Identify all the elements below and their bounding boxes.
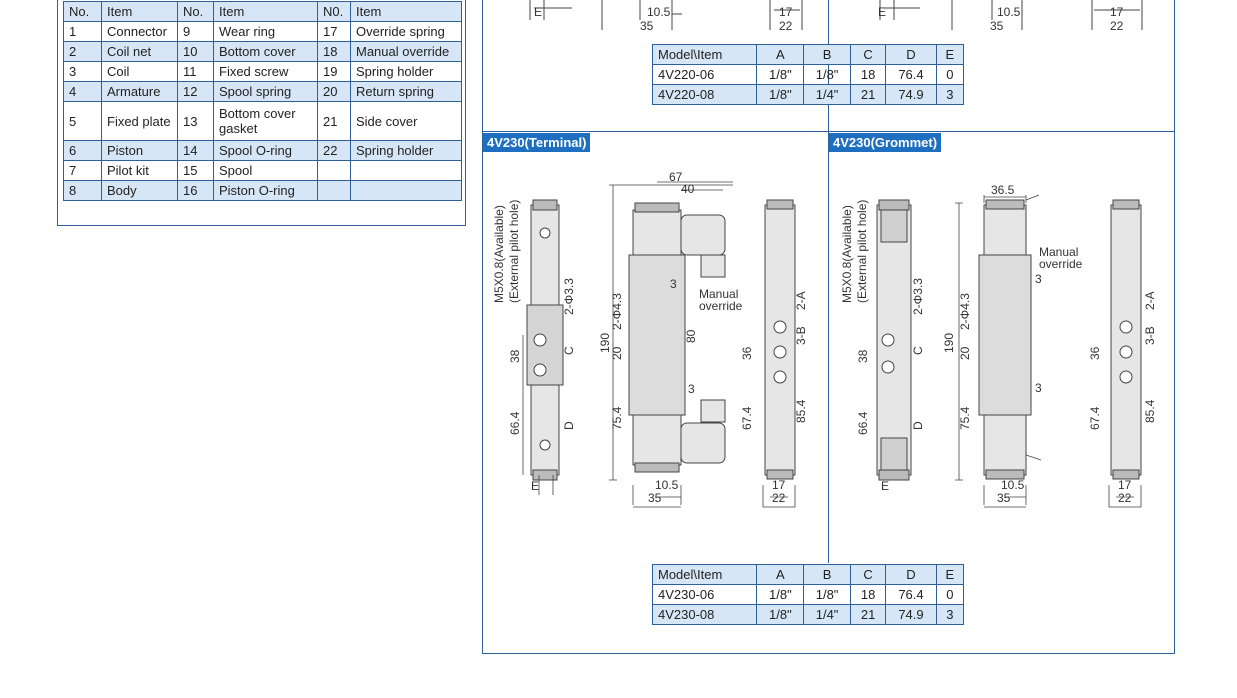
cell: 9 (178, 22, 214, 42)
cell: 15 (178, 161, 214, 181)
cell: 14 (178, 141, 214, 161)
grom-dim-664: 66.4 (856, 411, 870, 435)
parts-table (63, 1, 462, 201)
spec-h: D (886, 565, 936, 585)
term-dim-38: 38 (508, 349, 522, 363)
term-dim-67: 67 (669, 170, 683, 184)
cell: Manual override (351, 42, 462, 62)
header-item-3: Item (351, 2, 462, 22)
cell: 1/4" (804, 85, 851, 105)
term-dim-754: 75.4 (610, 406, 624, 430)
grom-dim-d: D (911, 421, 925, 430)
cell: Pilot kit (102, 161, 178, 181)
header-item-2: Item (214, 2, 318, 22)
cell: 19 (318, 62, 351, 82)
grom-manual-label: Manual (1039, 245, 1079, 259)
cell: 21 (850, 605, 885, 625)
spec-h: E (936, 565, 963, 585)
grom-dim-854: 85.4 (1143, 399, 1157, 423)
term-port-3b: 3-B (794, 326, 808, 345)
grom-mount-label: 2-Φ4.3 (958, 293, 972, 330)
cell: 12 (178, 82, 214, 102)
grom-dim-105: 10.5 (1001, 478, 1025, 492)
spec-row (653, 585, 964, 605)
header-item-1: Item (102, 2, 178, 22)
spec-h: B (804, 45, 851, 65)
cell (318, 181, 351, 201)
dim-105-left: 10.5 (647, 5, 671, 19)
spec-header (653, 565, 964, 585)
grom-pilot-label-2: (External pilot hole) (855, 199, 869, 303)
spec-h: D (886, 45, 936, 65)
term-dim-17: 17 (772, 478, 786, 492)
term-dim-36: 36 (740, 346, 754, 360)
cell: Spool (214, 161, 318, 181)
cell: 3 (936, 605, 963, 625)
term-dim-c: C (562, 346, 576, 355)
spec-table-4v220 (652, 44, 964, 105)
grom-dim-35: 35 (997, 491, 1011, 505)
term-hole-label: 2-Φ3.3 (562, 278, 576, 315)
cell: 1/8" (757, 605, 804, 625)
cell: 3 (936, 85, 963, 105)
grom-dim-36: 36 (1088, 346, 1102, 360)
cell: Wear ring (214, 22, 318, 42)
cell: Fixed screw (214, 62, 318, 82)
drawing-4v230-grommet (829, 155, 1174, 515)
cell (351, 161, 462, 181)
cell: 4V220-06 (653, 65, 757, 85)
cell: Return spring (351, 82, 462, 102)
cell: Spring holder (351, 141, 462, 161)
spec-table-4v230 (652, 564, 964, 625)
cell: Side cover (351, 102, 462, 141)
cell (351, 181, 462, 201)
parts-row (64, 22, 462, 42)
grom-hole-label: 2-Φ3.3 (911, 278, 925, 315)
parts-row (64, 62, 462, 82)
term-dim-664: 66.4 (508, 411, 522, 435)
cell: 74.9 (886, 85, 936, 105)
header-no-2: No. (178, 2, 214, 22)
cell: 1/4" (804, 605, 851, 625)
term-dim-80: 80 (684, 329, 698, 343)
spec-row (653, 85, 964, 105)
cell: Bottom cover gasket (214, 102, 318, 141)
cell: 4V220-08 (653, 85, 757, 105)
cell: Fixed plate (102, 102, 178, 141)
cell: 10 (178, 42, 214, 62)
cell: 13 (178, 102, 214, 141)
cell: 5 (64, 102, 102, 141)
cell: Armature (102, 82, 178, 102)
parts-row (64, 82, 462, 102)
cell: Spool O-ring (214, 141, 318, 161)
spec-h: C (850, 45, 885, 65)
cell: Piston O-ring (214, 181, 318, 201)
grom-dim-22: 22 (1118, 491, 1132, 505)
grom-dim-20: 20 (958, 346, 972, 360)
dim-105-right: 10.5 (997, 5, 1021, 19)
grom-dim-c: C (911, 346, 925, 355)
spec-header (653, 45, 964, 65)
tag-4v230-terminal: 4V230(Terminal) (483, 133, 590, 152)
cell: 22 (318, 141, 351, 161)
dim-35-right: 35 (990, 19, 1004, 33)
cell: 1/8" (757, 585, 804, 605)
tag-4v230-grommet: 4V230(Grommet) (829, 133, 941, 152)
spec-h: Model\Item (653, 565, 757, 585)
parts-row (64, 102, 462, 141)
term-pilot-label-2: (External pilot hole) (507, 199, 521, 303)
cell: Piston (102, 141, 178, 161)
cell: 0 (936, 65, 963, 85)
cell: 4 (64, 82, 102, 102)
term-dim-105: 10.5 (655, 478, 679, 492)
cell: Body (102, 181, 178, 201)
cell: 6 (64, 141, 102, 161)
cell: 76.4 (886, 585, 936, 605)
term-dim-674: 67.4 (740, 406, 754, 430)
cell: 4V230-08 (653, 605, 757, 625)
cell: 18 (850, 585, 885, 605)
dim-22-left: 22 (779, 19, 793, 33)
cell: 11 (178, 62, 214, 82)
term-pilot-label: M5X0.8(Available) (492, 205, 506, 303)
term-dim-190: 190 (598, 332, 612, 353)
grom-dim-674: 67.4 (1088, 406, 1102, 430)
cell: 20 (318, 82, 351, 102)
cell: Connector (102, 22, 178, 42)
cell: 74.9 (886, 605, 936, 625)
dim-17-left: 17 (779, 5, 793, 19)
grom-dim-e: E (881, 479, 890, 493)
cell: 8 (64, 181, 102, 201)
cell: Coil (102, 62, 178, 82)
parts-row (64, 42, 462, 62)
spec-row (653, 65, 964, 85)
cell: 16 (178, 181, 214, 201)
cell (318, 161, 351, 181)
grom-override-label: override (1039, 257, 1083, 271)
spec-h: C (850, 565, 885, 585)
drawing-4v230-terminal (483, 155, 828, 515)
dim-e-left: E (534, 5, 543, 19)
grom-dim-754: 75.4 (958, 406, 972, 430)
grom-dim-190: 190 (942, 332, 956, 353)
cell: 21 (850, 85, 885, 105)
term-override-label: override (699, 299, 743, 313)
grom-dim-365: 36.5 (991, 183, 1015, 197)
cell: 1/8" (757, 65, 804, 85)
cell: Spring holder (351, 62, 462, 82)
term-manual-label: Manual (699, 287, 739, 301)
drawing-4v220-partial (482, 0, 1175, 40)
cell: 18 (318, 42, 351, 62)
dim-e-right: E (878, 5, 887, 19)
cell: 21 (318, 102, 351, 141)
spec-h: A (757, 565, 804, 585)
header-no-3: N0. (318, 2, 351, 22)
spec-row (653, 605, 964, 625)
term-mount-label: 2-Φ4.3 (610, 293, 624, 330)
grom-dim-17: 17 (1118, 478, 1132, 492)
parts-row (64, 161, 462, 181)
term-dim-854: 85.4 (794, 399, 808, 423)
cell: 1/8" (757, 85, 804, 105)
header-no-1: No. (64, 2, 102, 22)
term-dim-d: D (562, 421, 576, 430)
cell: Bottom cover (214, 42, 318, 62)
dim-17-right: 17 (1110, 5, 1124, 19)
grom-dim-3b: 3 (1035, 381, 1042, 395)
parts-list-panel (57, 0, 466, 226)
cell: Override spring (351, 22, 462, 42)
term-dim-3a: 3 (670, 277, 677, 291)
term-dim-20: 20 (610, 346, 624, 360)
cell: 76.4 (886, 65, 936, 85)
cell: 1 (64, 22, 102, 42)
term-port-2a: 2-A (794, 291, 808, 310)
term-dim-35: 35 (648, 491, 662, 505)
cell: 4V230-06 (653, 585, 757, 605)
grom-dim-38: 38 (856, 349, 870, 363)
term-dim-3b: 3 (688, 382, 695, 396)
grom-port-2a: 2-A (1143, 291, 1157, 310)
dim-22-right: 22 (1110, 19, 1124, 33)
grom-port-3b: 3-B (1143, 326, 1157, 345)
cell: 7 (64, 161, 102, 181)
cell: Coil net (102, 42, 178, 62)
cell: 2 (64, 42, 102, 62)
term-dim-e: E (531, 479, 540, 493)
cell: 18 (850, 65, 885, 85)
cell: 1/8" (804, 585, 851, 605)
parts-row (64, 181, 462, 201)
grom-pilot-label: M5X0.8(Available) (840, 205, 854, 303)
term-dim-40: 40 (681, 182, 695, 196)
spec-h: A (757, 45, 804, 65)
cell: Spool spring (214, 82, 318, 102)
term-dim-22: 22 (772, 491, 786, 505)
grom-dim-3a: 3 (1035, 272, 1042, 286)
cell: 1/8" (804, 65, 851, 85)
parts-row (64, 141, 462, 161)
dim-35-left: 35 (640, 19, 654, 33)
spec-h: Model\Item (653, 45, 757, 65)
cell: 0 (936, 585, 963, 605)
parts-table-header (64, 2, 462, 22)
spec-h: E (936, 45, 963, 65)
cell: 17 (318, 22, 351, 42)
cell: 3 (64, 62, 102, 82)
spec-h: B (804, 565, 851, 585)
